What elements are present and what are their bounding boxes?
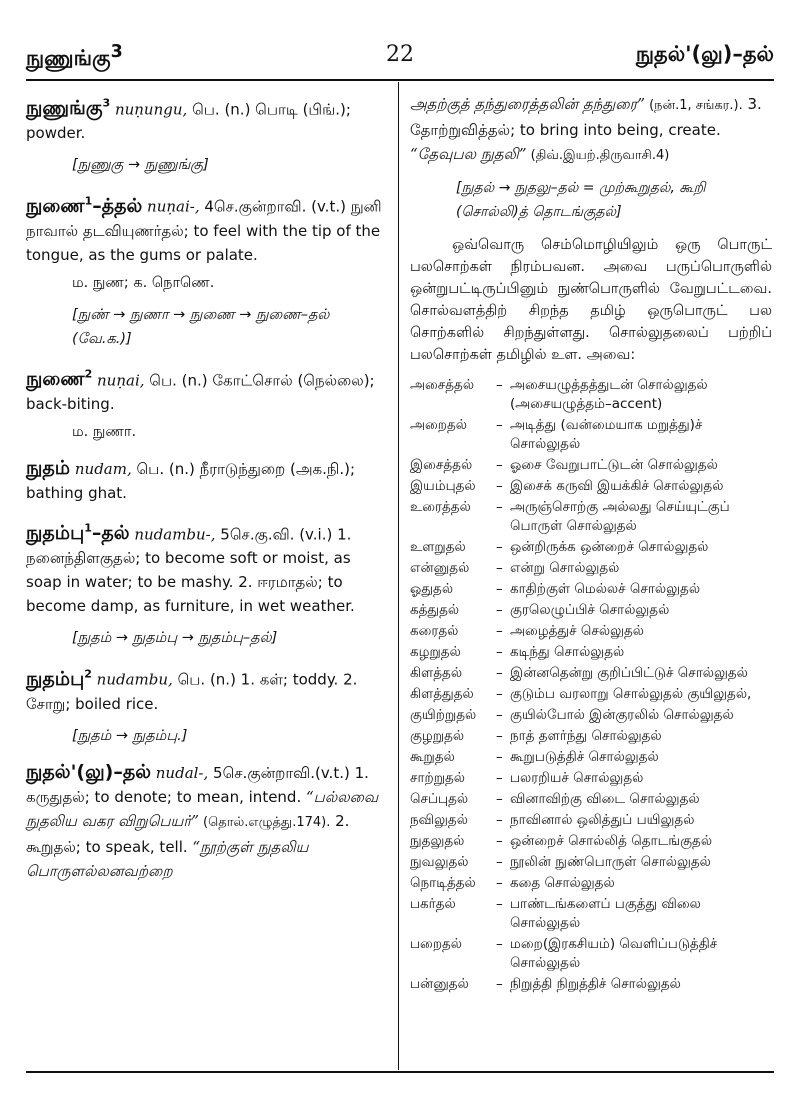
synonym-word: ஓதுதல் <box>410 581 454 597</box>
synonym-word: நவிலுதல் <box>410 812 468 828</box>
synonym-row <box>410 811 772 832</box>
header-right-guideword: நுதல்'(லு)–தல் <box>635 42 774 66</box>
synonym-meaning: அசையழுத்தத்துடன் சொல்லுதல் (அசையழுத்தம்–accent) <box>510 377 708 412</box>
headword-suffix: –தல் <box>91 522 130 545</box>
synonym-word: பறைதல் <box>410 936 463 952</box>
synonym-meaning: காதிற்குள் மெல்லச் சொல்லுதல் <box>510 581 701 597</box>
synonym-row <box>410 416 772 456</box>
entry-line <box>26 456 388 505</box>
entry-line <box>26 517 388 618</box>
synonym-word: கத்துதல் <box>410 602 460 618</box>
etymology: [நுதம் → நுதம்பு.] <box>72 727 188 744</box>
headword: நுணை$^2$ <box>26 367 93 390</box>
dash: – <box>496 623 503 639</box>
synonym-row <box>410 685 772 706</box>
synonym-word: கழறுதல் <box>410 644 461 660</box>
dash: – <box>496 833 503 849</box>
dash: – <box>496 976 503 992</box>
synonym-meaning: இசைக் கருவி இயக்கிச் சொல்லுதல் <box>510 478 724 494</box>
entry-line <box>26 92 388 145</box>
synonym-row <box>410 790 772 811</box>
dash: – <box>496 707 503 723</box>
dictionary-entry <box>26 760 388 883</box>
etymology: [நுதம் → நுதம்பு → நுதம்பு–தல்] <box>72 630 278 647</box>
dash: – <box>496 478 503 494</box>
entry-line <box>26 363 388 416</box>
synonym-row <box>410 874 772 895</box>
header-rule <box>26 79 774 81</box>
cognates: ம. நுண; க. நொணெ. <box>72 274 215 291</box>
dictionary-entry <box>26 92 388 177</box>
headword: நுணுங்கு$^3$ <box>26 97 111 120</box>
entry-line <box>26 760 388 883</box>
quote: அதற்குத் தந்துரைத்தலின் தந்துரை” <box>410 95 645 113</box>
definition: 4செ.குன்றாவி. (v.t.) நுனி நாவால் தடவியுணர்தல்; to feel with the tip of the tongue, as the gums or palate. <box>26 197 382 264</box>
definition: பெ. (n.) 1. கள்; toddy. 2. சோறு; boiled rice. <box>26 670 358 713</box>
synonym-word: இசைத்தல் <box>410 457 473 473</box>
dash: – <box>496 854 503 870</box>
definition: பெ. (n.) பொடி (பிங்.); powder. <box>26 100 351 143</box>
synonym-word: பன்னுதல் <box>410 976 469 992</box>
headword-superscript: 1 <box>84 194 93 208</box>
synonym-row <box>410 935 772 975</box>
intro-paragraph: ஒவ்வொரு செம்மொழியிலும் ஒரு பொருட் பலசொற்கள் நிரம்பவன. அவை பருப்பொருளில் ஒன்றுபட்டிருப்பினும் நுண்பொருளில் வேறுபட்டவை. சொல்வளத்திற் சிறந்த தமிழ் ஒருபொருட் பல சொற்களில் சிறந்துள்ளது. சொல்லுதலைப் பற்றிப் பலசொற்கள் தமிழில் உள. அவை: <box>410 237 772 363</box>
transliteration: nudambu, <box>96 670 173 689</box>
synonym-meaning: நூலின் நுண்பொருள் சொல்லுதல் <box>510 854 711 870</box>
synonym-word: கிளத்துதல் <box>410 686 474 702</box>
synonym-word: குழறுதல் <box>410 728 465 744</box>
synonym-word: செப்புதல் <box>410 791 469 807</box>
synonym-word: நொடித்தல் <box>410 875 476 891</box>
synonym-row <box>410 477 772 498</box>
synonym-word: உளறுதல் <box>410 539 466 555</box>
synonym-row <box>410 622 772 643</box>
dash: – <box>496 812 503 828</box>
dash: – <box>496 728 503 744</box>
synonym-word: கிளத்தல் <box>410 665 463 681</box>
synonym-row <box>410 832 772 853</box>
synonym-row <box>410 456 772 477</box>
synonym-meaning: நிறுத்தி நிறுத்திச் சொல்லுதல் <box>510 976 681 992</box>
synonym-meaning: கடிந்து சொல்லுதல் <box>510 644 625 660</box>
dash: – <box>496 539 503 555</box>
synonym-meaning: ஓசை வேறுபாட்டுடன் சொல்லுதல் <box>510 457 718 473</box>
synonym-row <box>410 975 772 996</box>
etymology: [நுணுகு → நுணுங்கு] <box>72 157 209 174</box>
synonym-meaning: கூறுபடுத்திச் சொல்லுதல் <box>510 749 659 765</box>
dictionary-entry <box>26 456 388 505</box>
synonym-meaning: ஒன்றைச் சொல்லித் தொடங்குதல் <box>510 833 713 849</box>
synonym-meaning: குயில்போல் இன்குரலில் சொல்லுதல் <box>510 707 734 723</box>
synonym-row <box>410 498 772 538</box>
page-header <box>26 42 774 76</box>
synonym-row <box>410 727 772 748</box>
synonym-word: கூறுதல் <box>410 749 455 765</box>
dictionary-entry <box>26 662 388 747</box>
synonym-row <box>410 895 772 935</box>
definition: 3. தோற்றுவித்தல்; to bring into being, create. <box>410 95 762 139</box>
dash: – <box>496 377 503 393</box>
dictionary-entry <box>26 189 388 350</box>
transliteration: nuṇungu, <box>114 100 188 119</box>
synonym-meaning: வினாவிற்கு விடை சொல்லுதல் <box>510 791 700 807</box>
transliteration: nuṇai-, <box>147 197 200 216</box>
synonym-word: பகர்தல் <box>410 896 456 912</box>
footer-rule <box>26 1071 774 1073</box>
transliteration: nudal-, <box>155 763 209 782</box>
definition: 5செ.குன்றாவி.(v.t.) 1. கருதுதல்; to denote; to mean, intend. <box>26 763 369 806</box>
synonym-row <box>410 601 772 622</box>
synonym-meaning: நாத் தளர்ந்து சொல்லுதல் <box>510 728 662 744</box>
continuation-text <box>410 92 772 168</box>
dash: – <box>496 686 503 702</box>
dash: – <box>496 457 503 473</box>
synonym-row <box>410 748 772 769</box>
synonym-meaning: கதை சொல்லுதல் <box>510 875 615 891</box>
synonym-word: நுவலுதல் <box>410 854 469 870</box>
synonym-meaning: குடும்ப வரலாறு சொல்லுதல் குயிலுதல், <box>510 686 752 702</box>
dash: – <box>496 875 503 891</box>
synonym-word: சாற்றுதல் <box>410 770 466 786</box>
synonym-meaning: ஒன்றிருக்க ஒன்றைச் சொல்லுதல் <box>510 539 709 555</box>
synonym-meaning: அருஞ்சொற்கு அல்லது செய்யுட்குப் பொருள் சொல்லுதல் <box>510 499 730 534</box>
synonym-meaning: இன்னதென்று குறிப்பிட்டுச் சொல்லுதல் <box>510 665 748 681</box>
synonym-word: இயம்புதல் <box>410 478 476 494</box>
dash: – <box>496 602 503 618</box>
dash: – <box>496 644 503 660</box>
headword-superscript: 1 <box>84 521 92 535</box>
synonym-word: உரைத்தல் <box>410 499 471 515</box>
synonym-row <box>410 538 772 559</box>
etymology: [நுதல் → நுதலு–தல் = முற்கூறுதல், கூறி (சொல்லி)த் தொடங்குதல்] <box>456 180 706 220</box>
synonym-meaning: அழைத்துச் செல்லுதல் <box>510 623 645 639</box>
synonym-row <box>410 769 772 790</box>
definition: 5செ.கு.வி. (v.i.) 1. நனைந்திளகுதல்; to become soft or moist, as soap in water; to be mashy. 2. ஈரமாதல்; to become damp, as furniture, in wet weather. <box>26 525 355 616</box>
etymology: [நுண் → நுணா → நுணை → நுணை–தல் (வே.க.)] <box>72 306 330 347</box>
dictionary-entry <box>26 363 388 444</box>
synonym-meaning: அடித்து (வன்மையாக மறுத்து)ச் சொல்லுதல் <box>510 417 703 452</box>
synonym-word: என்னுதல் <box>410 560 470 576</box>
headword: நுதம் <box>26 456 71 479</box>
dash: – <box>496 770 503 786</box>
dictionary-entry <box>26 517 388 650</box>
synonym-word: அசைத்தல் <box>410 377 475 393</box>
headword: நுதம்பு$^2$ <box>26 667 92 690</box>
entry-line <box>26 662 388 715</box>
definition: பெ. (n.) நீராடுந்துறை (அக.நி.); bathing ghat. <box>26 459 355 502</box>
left-column <box>26 92 388 895</box>
synonym-row <box>410 376 772 416</box>
quote-source: (தொல்.எழுத்து.174). <box>198 814 331 830</box>
dash: – <box>496 896 503 912</box>
transliteration: nudambu-, <box>134 525 216 544</box>
dash: – <box>496 936 503 952</box>
entry-line <box>26 189 388 266</box>
synonym-meaning: என்று சொல்லுதல் <box>510 560 620 576</box>
synonym-word: குயிற்றுதல் <box>410 707 477 723</box>
transliteration: nuṇai, <box>97 370 145 389</box>
dash: – <box>496 581 503 597</box>
dash: – <box>496 749 503 765</box>
headword: நுணை$^1$–த்தல் <box>26 194 143 217</box>
dash: – <box>496 791 503 807</box>
synonym-meaning: நாவினால் ஒலித்துப் பயிலுதல் <box>510 812 695 828</box>
dash: – <box>496 499 503 515</box>
synonym-row <box>410 853 772 874</box>
headword-superscript: 2 <box>84 367 93 381</box>
headword-superscript: 3 <box>102 97 111 110</box>
cognates: ம. நுணா. <box>72 423 137 440</box>
dash: – <box>496 665 503 681</box>
synonym-row <box>410 559 772 580</box>
transliteration: nudam, <box>74 459 132 478</box>
quote: “பல்லவை நுதலிய வகர விறுபெயர்” <box>26 787 379 830</box>
headword: நுதம்பு$^1$–தல் <box>26 521 130 545</box>
headword: நுதல்'(லு)–தல் <box>26 760 151 783</box>
synonym-row <box>410 580 772 601</box>
synonym-row <box>410 643 772 664</box>
dash: – <box>496 560 503 576</box>
synonym-word: நுதலுதல் <box>410 833 465 849</box>
dash: – <box>496 417 503 433</box>
synonym-row <box>410 664 772 685</box>
quote-source: (நன்.1, சங்கர.). <box>644 98 743 113</box>
column-divider <box>398 82 399 1070</box>
synonym-row <box>410 706 772 727</box>
synonym-table <box>410 376 772 996</box>
synonym-meaning: குரலெழுப்பிச் சொல்லுதல் <box>510 602 670 618</box>
synonym-meaning: பலரறியச் சொல்லுதல் <box>510 770 644 786</box>
quote: “நூற்குள் நுதலிய பொருளல்லனவற்றை <box>26 837 309 880</box>
definition: பெ. (n.) கோட்சொல் (நெல்லை); back-biting. <box>26 370 375 413</box>
synonym-word: கரைதல் <box>410 623 459 639</box>
headword-suffix: –த்தல் <box>92 194 143 217</box>
header-left-guideword: நுணுங்கு$^3$ <box>26 42 123 70</box>
synonym-meaning: பாண்டங்களைப் பகுத்து விலை சொல்லுதல் <box>510 896 701 931</box>
page-number: 22 <box>386 42 414 67</box>
definition: 2. கூறுதல்; to speak, tell. <box>26 811 350 856</box>
synonym-meaning: மறை(இரகசியம்) வெளிப்படுத்திச் சொல்லுதல் <box>510 936 718 971</box>
synonym-word: அறைதல் <box>410 417 467 433</box>
headword-superscript: 2 <box>84 667 92 681</box>
right-column <box>410 92 772 996</box>
quote-source: (திவ்.இயற்.திருவாசி.4) <box>526 148 670 163</box>
quote: “தேவுபல நுதலி” <box>410 145 527 163</box>
